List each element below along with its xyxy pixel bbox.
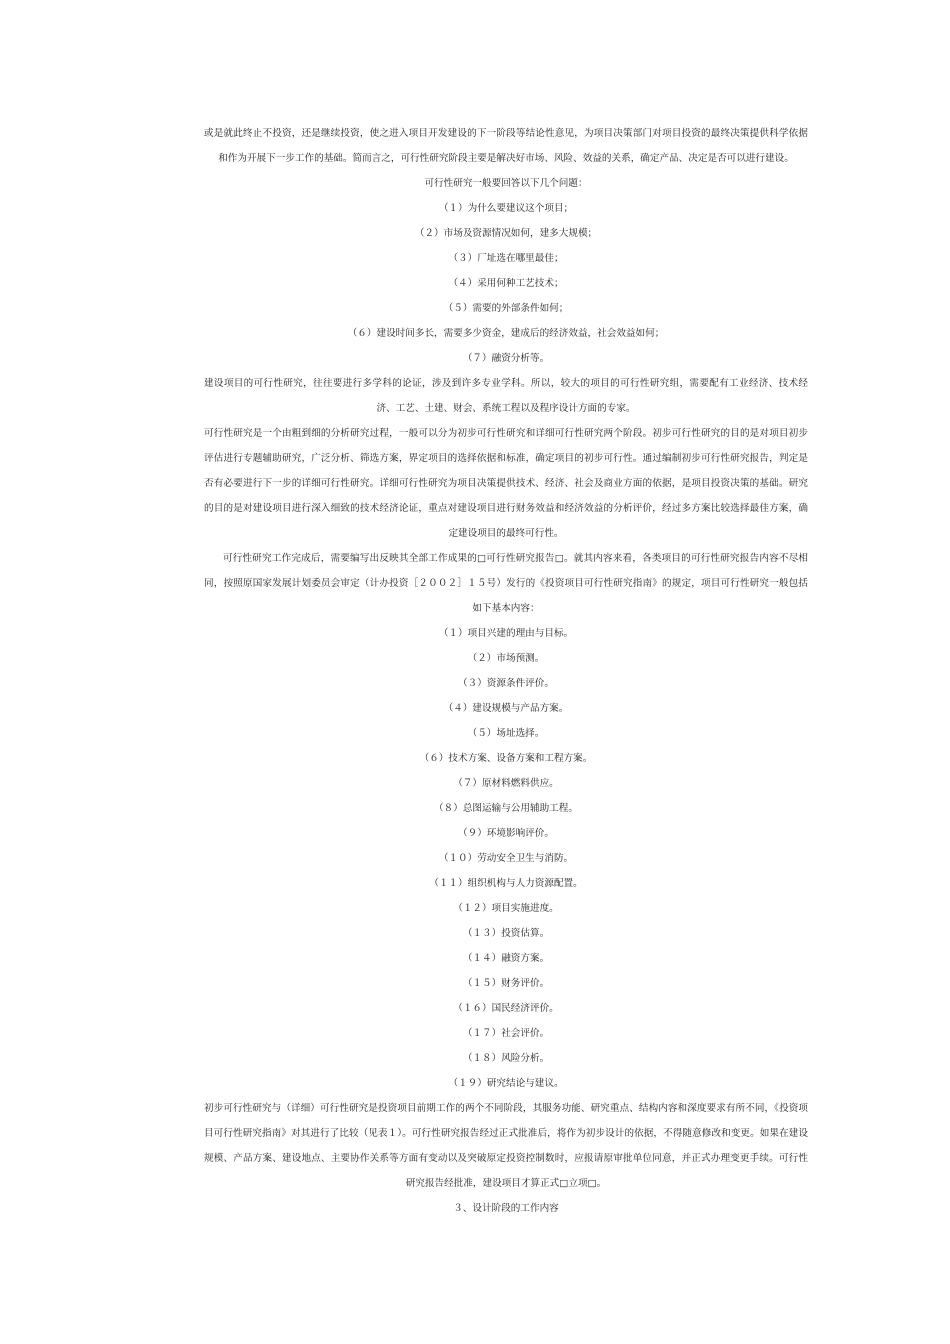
list-item: （４）采用何种工艺技术； <box>448 278 564 289</box>
experts-paragraph: 建设项目的可行性研究，往往要进行多学科的论证，涉及到许多专业学科。所以，较大的项目的可行性研究组，需要配有工业经济、技术经济、工艺、土建、财会、系统工程以及程序设计方面的专家。 <box>204 378 808 414</box>
list-item: （４）建设规模与产品方案。 <box>443 703 569 714</box>
list-item: （６）建设时间多长，需要多少资金，建成后的经济效益，社会效益如何； <box>347 328 665 339</box>
list-item: （１）项目兴建的理由与目标。 <box>438 628 574 639</box>
compare-text-b: 立项 <box>568 1178 588 1189</box>
unknown-glyph-icon: □ <box>554 553 564 564</box>
list-item: （１４）融资方案。 <box>462 953 550 964</box>
compare-text-c: 。 <box>596 1178 607 1189</box>
stages-paragraph: 可行性研究是一个由粗到细的分析研究过程，一般可以分为初步可行性研究和详细可行性研究两个阶段。初步可行性研究的目的是对项目初步评估进行专题辅助研究，广泛分析、筛选方案，界定项目的选择依据和标准，确定项目的初步可行性。通过编制初步可行性研究报告，判定是否有必要进行下一步的详细可行性研究。详细可行性研究为项目决策提供技术、经济、社会及商业方面的依据，是项目投资决策的基础。研究的目的是对建设项目进行深入细致的技术经济论证，重点对建设项目进行财务效益和经济效益的分析评价，经过多方案比较选择最佳方案，确定建设项目的最终可行性。 <box>204 428 808 539</box>
list-item: （３）资源条件评价。 <box>458 678 554 689</box>
list-item: （５）场址选择。 <box>467 728 545 739</box>
report-title: 可行性研究报告 <box>486 553 555 564</box>
questions-list <box>204 196 808 371</box>
list-item: （１７）社会评价。 <box>462 1028 550 1039</box>
list-item: （７）原材料燃料供应。 <box>453 778 559 789</box>
list-item: （１８）风险分析。 <box>462 1053 550 1064</box>
list-item: （８）总图运输与公用辅助工程。 <box>434 803 578 814</box>
list-item: （２）市场预测。 <box>467 653 545 664</box>
compare-paragraph <box>204 1096 808 1196</box>
unknown-glyph-icon: □ <box>477 553 487 564</box>
unknown-glyph-icon: □ <box>559 1178 569 1189</box>
questions-intro: 可行性研究一般要回答以下几个问题： <box>424 178 588 189</box>
report-text-c: 。就其内容来看，各类项目的可行性研究报告内容不尽相同，按照原国家发展计划委员会审定（计办投资［２００２］１５号）发行的《投资项目可行性研究指南》的规定，项目可行性研究一般包括如下基本内容： <box>204 553 809 614</box>
list-item: （７）融资分析等。 <box>462 353 550 364</box>
list-item: （２）市场及资源情况如何，建多大规模； <box>414 228 598 239</box>
intro-paragraph: 或是就此终止不投资，还是继续投资，使之进入项目开发建设的下一阶段等结论性意见，为项目决策部门对项目投资的最终决策提供科学依据和作为开展下一步工作的基础。简而言之，可行性研究阶段主要是解决好市场、风险、效益的关系，确定产品、决定是否可以进行建设。 <box>204 128 808 164</box>
contents-list <box>204 621 808 1096</box>
list-item: （１５）财务评价。 <box>462 978 550 989</box>
list-item: （１１）组织机构与人力资源配置。 <box>429 878 583 889</box>
section-heading: ３、设计阶段的工作内容 <box>453 1203 559 1214</box>
compare-text-a: 初步可行性研究与（详细）可行性研究是投资项目前期工作的两个不同阶段，其服务功能、研究重点、结构内容和深度要求有所不同，《投资项目可行性研究指南》对其进行了比较（见表１）。可行性研究报告经过正式批准后，将作为初步设计的依据，不得随意修改和变更。如果在建设规模、产品方案、建设地点、主要协作关系等方面有变动以及突破原定投资控制数时，应报请原审批单位同意，并正式办理变更手续。可行性研究报告经批准，建设项目才算正式 <box>204 1103 808 1189</box>
list-item: （６）技术方案、设备方案和工程方案。 <box>419 753 593 764</box>
list-item: （１６）国民经济评价。 <box>453 1003 559 1014</box>
document-page <box>204 121 808 1221</box>
list-item: （９）环境影响评价。 <box>458 828 554 839</box>
report-text-a: 可行性研究工作完成后，需要编写出反映其全部工作成果的 <box>223 553 478 564</box>
list-item: （５）需要的外部条件如何； <box>443 303 569 314</box>
unknown-glyph-icon: □ <box>587 1178 597 1189</box>
list-item: （１９）研究结论与建议。 <box>448 1078 564 1089</box>
list-item: （３）厂址选在哪里最佳； <box>448 253 564 264</box>
report-paragraph <box>204 546 808 621</box>
list-item: （１）为什么要建议这个项目； <box>438 203 574 214</box>
list-item: （１２）项目实施进度。 <box>453 903 559 914</box>
list-item: （１３）投资估算。 <box>462 928 550 939</box>
list-item: （１０）劳动安全卫生与消防。 <box>438 853 574 864</box>
